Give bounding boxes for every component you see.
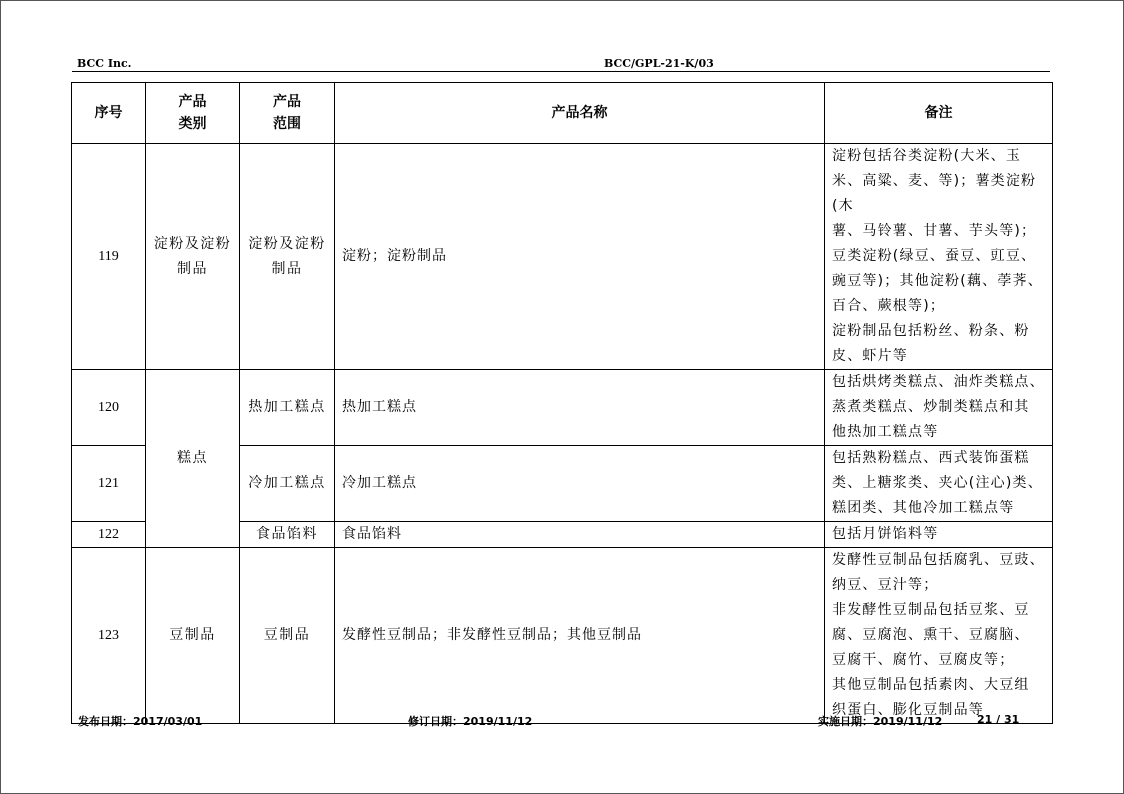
product-name-cell: 淀粉；淀粉制品 — [335, 144, 825, 370]
seq-cell: 123 — [72, 548, 146, 724]
note-cell: 包括月饼馅料等 — [825, 522, 1053, 548]
seq-cell: 121 — [72, 446, 146, 522]
col-header-category-line2: 类别 — [178, 116, 207, 132]
range-cell: 豆制品 — [240, 548, 335, 724]
note-cell: 淀粉包括谷类淀粉(大米、玉 米、高粱、麦、等)；薯类淀粉(木 薯、马铃薯、甘薯、芋头等)； 豆类淀粉(绿豆、蚕豆、豇豆、 豌豆等)；其他淀粉(藕、荸荠、 百合、蕨根等)； 淀粉制品包括粉丝、粉条、粉 皮、虾片等 — [825, 144, 1053, 370]
col-header-note: 备注 — [825, 83, 1053, 144]
table-row — [72, 370, 1053, 446]
header-rule — [72, 71, 1050, 72]
seq-cell: 122 — [72, 522, 146, 548]
col-header-category — [146, 83, 240, 144]
document-code: BCC/GPL-21-K/03 — [604, 57, 714, 70]
range-cell: 食品馅料 — [240, 522, 335, 548]
seq-cell: 119 — [72, 144, 146, 370]
page-number: 21 / 31 — [977, 713, 1020, 726]
table-row — [72, 144, 1053, 370]
table-header-row — [72, 83, 1053, 144]
note-cell: 发酵性豆制品包括腐乳、豆豉、 纳豆、豆汁等； 非发酵性豆制品包括豆浆、豆 腐、豆腐泡、熏干、豆腐脑、 豆腐干、腐竹、豆腐皮等； 其他豆制品包括素肉、大豆组 织蛋白、膨化豆制品等 — [825, 548, 1053, 724]
col-header-range-line1: 产品 — [273, 94, 301, 110]
issue-date: 发布日期：2017/03/01 — [78, 715, 203, 728]
col-header-category-line1: 产品 — [178, 94, 207, 110]
col-header-seq: 序号 — [72, 83, 146, 144]
col-header-range — [240, 83, 335, 144]
table-row — [72, 548, 1053, 724]
category-cell: 淀粉及淀粉 制品 — [146, 144, 240, 370]
company-name: BCC Inc. — [77, 57, 132, 70]
effective-date: 实施日期：2019/11/12 — [818, 715, 943, 728]
range-cell: 淀粉及淀粉 制品 — [240, 144, 335, 370]
seq-cell: 120 — [72, 370, 146, 446]
note-cell: 包括烘烤类糕点、油炸类糕点、 蒸煮类糕点、炒制类糕点和其 他热加工糕点等 — [825, 370, 1053, 446]
product-name-cell: 热加工糕点 — [335, 370, 825, 446]
category-cell: 糕点 — [146, 370, 240, 548]
category-cell: 豆制品 — [146, 548, 240, 724]
revision-date: 修订日期：2019/11/12 — [408, 715, 533, 728]
note-cell: 包括熟粉糕点、西式装饰蛋糕 类、上糖浆类、夹心(注心)类、 糕团类、其他冷加工糕点等 — [825, 446, 1053, 522]
col-header-range-line2: 范围 — [273, 116, 301, 132]
range-cell: 冷加工糕点 — [240, 446, 335, 522]
product-name-cell: 发酵性豆制品；非发酵性豆制品；其他豆制品 — [335, 548, 825, 724]
product-scope-table — [71, 82, 1053, 724]
range-cell: 热加工糕点 — [240, 370, 335, 446]
product-name-cell: 冷加工糕点 — [335, 446, 825, 522]
product-name-cell: 食品馅料 — [335, 522, 825, 548]
col-header-name: 产品名称 — [335, 83, 825, 144]
